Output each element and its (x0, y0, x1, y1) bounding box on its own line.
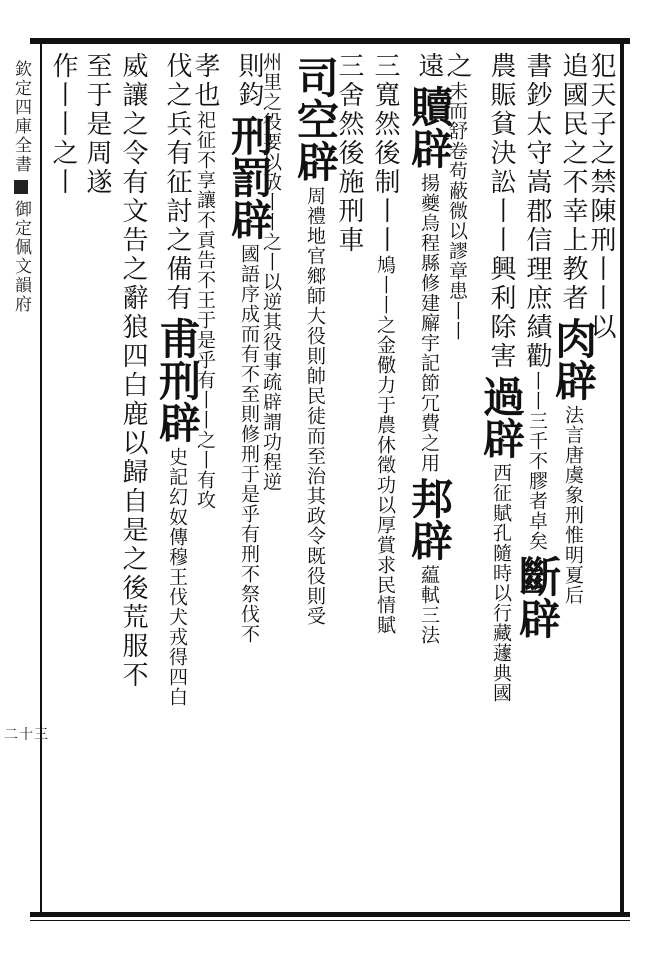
body-text: 三舍然後施刑車 (334, 52, 364, 255)
body-text: 狼四白鹿以歸自是之後荒服不 (118, 313, 148, 690)
bottom-border-rule (30, 912, 630, 917)
commentary-text: 州里之役要以攷丨丨之丨以逆其役事疏辟謂功程逆 (260, 52, 282, 492)
fishtail-mark-icon (14, 180, 28, 194)
body-text: 威讓之令有文告之辭 (118, 52, 148, 313)
running-title: 欽定四庫全書 (11, 60, 31, 174)
commentary-text: 國語序成而有不至則修刑于是乎有刑不祭伐不 (238, 244, 260, 644)
entry-headword: 邦辟 (405, 477, 454, 561)
text-column (513, 52, 562, 643)
left-border-rule (40, 42, 42, 914)
commentary-text: 西征賦孔隨時以行藏蘧典國 (490, 463, 512, 703)
text-column (405, 52, 454, 645)
body-text: 犯天子之禁陳刑丨丨以 (586, 52, 616, 342)
body-text: 之 (442, 52, 472, 81)
entry-headword: 刑罰辟 (225, 114, 274, 240)
commentary-text: 祀征不享讓不貢告不王于是乎有丨丨之丨有攻 (194, 110, 216, 510)
entry-headword: 甫刑辟 (153, 317, 202, 443)
fore-edge-margin (4, 60, 34, 314)
body-text: 至于是周遂 (82, 52, 112, 197)
commentary-text: 丨丨三千不膠者卓矣 (526, 371, 548, 551)
commentary-text: 而舒卷苟蔽微以謬章患丨丨 (446, 101, 468, 341)
text-column (477, 52, 526, 703)
bottom-border-thin-rule (30, 920, 630, 921)
body-text: 伐之兵有征討之備有 (162, 52, 192, 313)
entry-headword: 過辟 (477, 375, 526, 459)
commentary-text: 法言唐虞象刑惟明夏后 (562, 405, 584, 605)
body-text: 作丨丨之丨 (48, 52, 78, 197)
right-border-rule (620, 42, 624, 916)
commentary-text: 未 (446, 81, 468, 101)
text-column (549, 52, 598, 605)
entry-headword: 肉辟 (549, 317, 598, 401)
entry-headword: 司空辟 (291, 56, 340, 182)
section-title: 御定佩文韻府 (11, 200, 31, 314)
body-text: 則鈞 (234, 52, 264, 110)
text-column (291, 52, 340, 626)
commentary-text: 求民情賦 (374, 555, 396, 635)
body-text: 追國民之不幸上教者 (558, 52, 588, 313)
entry-headword: 贖辟 (405, 85, 454, 169)
commentary-text: 藴軾三法 (418, 565, 440, 645)
commentary-text: 周禮地官鄉師大役則帥民徒而至治其政令既役則受 (304, 186, 326, 626)
commentary-text: 揚夔烏程縣修建廨宇記節冗費之用 (418, 173, 440, 473)
entry-headword: 斷辟 (513, 555, 562, 639)
body-text: 農賑貧決訟丨丨興利除害 (486, 52, 516, 371)
top-border-rule (30, 38, 630, 44)
commentary-text: 鳩丨丨之金儆力于農休徵功以厚賞 (374, 255, 396, 555)
text-column (84, 52, 110, 197)
folio-number: 二十三 (4, 727, 49, 743)
commentary-text: 史記幻奴傳穆王伐犬戎得四白 (166, 447, 188, 707)
body-text: 遠 (414, 52, 444, 81)
text-column (50, 52, 76, 197)
text-column (372, 52, 398, 635)
text-column (153, 52, 202, 707)
text-column (120, 52, 146, 690)
body-text: 三寬然後制丨丨 (370, 52, 400, 255)
body-text: 孝也 (190, 52, 220, 110)
body-text: 書鈔太守嵩郡信理庶績勸 (522, 52, 552, 371)
